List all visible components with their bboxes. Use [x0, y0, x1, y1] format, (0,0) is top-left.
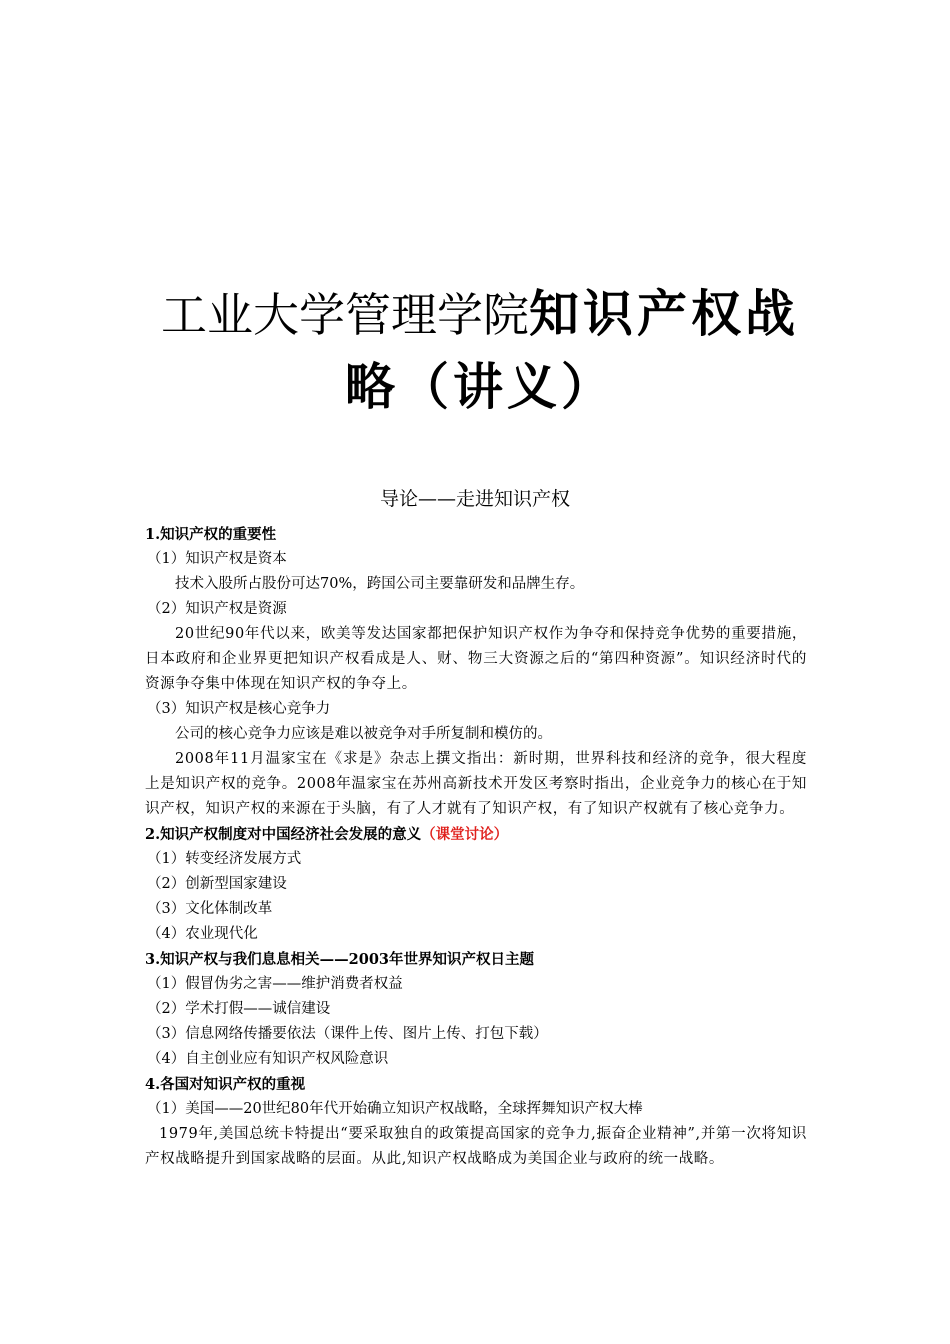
section-1-item-1: （1）知识产权是资本	[147, 551, 287, 567]
section-2-item: （3）文化体制改革	[147, 901, 273, 917]
section-1-item-2-text: 20世纪90年代以来，欧美等发达国家都把保护知识产权作为争夺和保持竞争优势的重要措施，日本政府和企业界更把知识产权看成是人、财、物三大资源之后的“第四种资源”。知识经济时代的资源争夺集中体现在知识产权的争夺上。	[145, 626, 807, 692]
section-4-heading: 4.各国对知识产权的重视	[145, 1076, 306, 1093]
section-2-item: （1）转变经济发展方式	[147, 851, 302, 867]
section-3-item: （4）自主创业应有知识产权风险意识	[147, 1051, 389, 1067]
section-1-item-3: （3）知识产权是核心竞争力	[147, 701, 331, 717]
title-plain-part: 工业大学管理学院	[161, 288, 529, 342]
section-1-item-3-text-2: 2008年11月温家宝在《求是》杂志上撰文指出：新时期，世界科技和经济的竞争，很大程度上是知识产权的竞争。2008年温家宝在苏州高新技术开发区考察时指出，企业竞争力的核心在于知识产权，知识产权的来源在于头脑，有了人才就有了知识产权，有了知识产权就有了核心竞争力。	[145, 751, 807, 817]
section-2-heading-text: 2.知识产权制度对中国经济社会发展的意义	[145, 826, 422, 843]
document-title	[140, 278, 820, 423]
section-3-item: （2）学术打假——诚信建设	[147, 1001, 331, 1017]
section-4-item-1-text: 1979年,美国总统卡特提出“要采取独自的政策提高国家的竞争力,振奋企业精神”,并第一次将知识产权战略提升到国家战略的层面。从此,知识产权战略成为美国企业与政府的统一战略。	[145, 1126, 807, 1167]
section-3-item: （3）信息网络传播要依法（课件上传、图片上传、打包下载）	[147, 1026, 548, 1042]
section-1-item-1-text: 技术入股所占股份可达70%，跨国公司主要靠研发和品牌生存。	[175, 576, 585, 592]
section-1-item-3-text-1: 公司的核心竞争力应该是难以被竞争对手所复制和模仿的。	[175, 726, 552, 742]
section-3-item: （1）假冒伪劣之害——维护消费者权益	[147, 976, 403, 992]
title-bold-part: 知识产权战	[529, 285, 799, 343]
section-subtitle: 导论——走进知识产权	[379, 488, 570, 510]
class-discussion-note: （课堂讨论）	[421, 826, 509, 843]
section-1-item-2: （2）知识产权是资源	[147, 601, 287, 617]
section-1-heading: 1.知识产权的重要性	[145, 526, 277, 543]
section-2-heading	[145, 822, 807, 847]
section-3-heading: 3.知识产权与我们息息相关——2003年世界知识产权日主题	[145, 951, 534, 968]
title-line-2: 略（讲义）	[345, 358, 615, 416]
title-line-1	[140, 278, 820, 351]
section-2-item: （4）农业现代化	[147, 926, 258, 942]
document-body	[145, 522, 807, 1172]
section-4-item-1: （1）美国——20世纪80年代开始确立知识产权战略，全球挥舞知识产权大棒	[147, 1101, 643, 1117]
section-2-item: （2）创新型国家建设	[147, 876, 287, 892]
